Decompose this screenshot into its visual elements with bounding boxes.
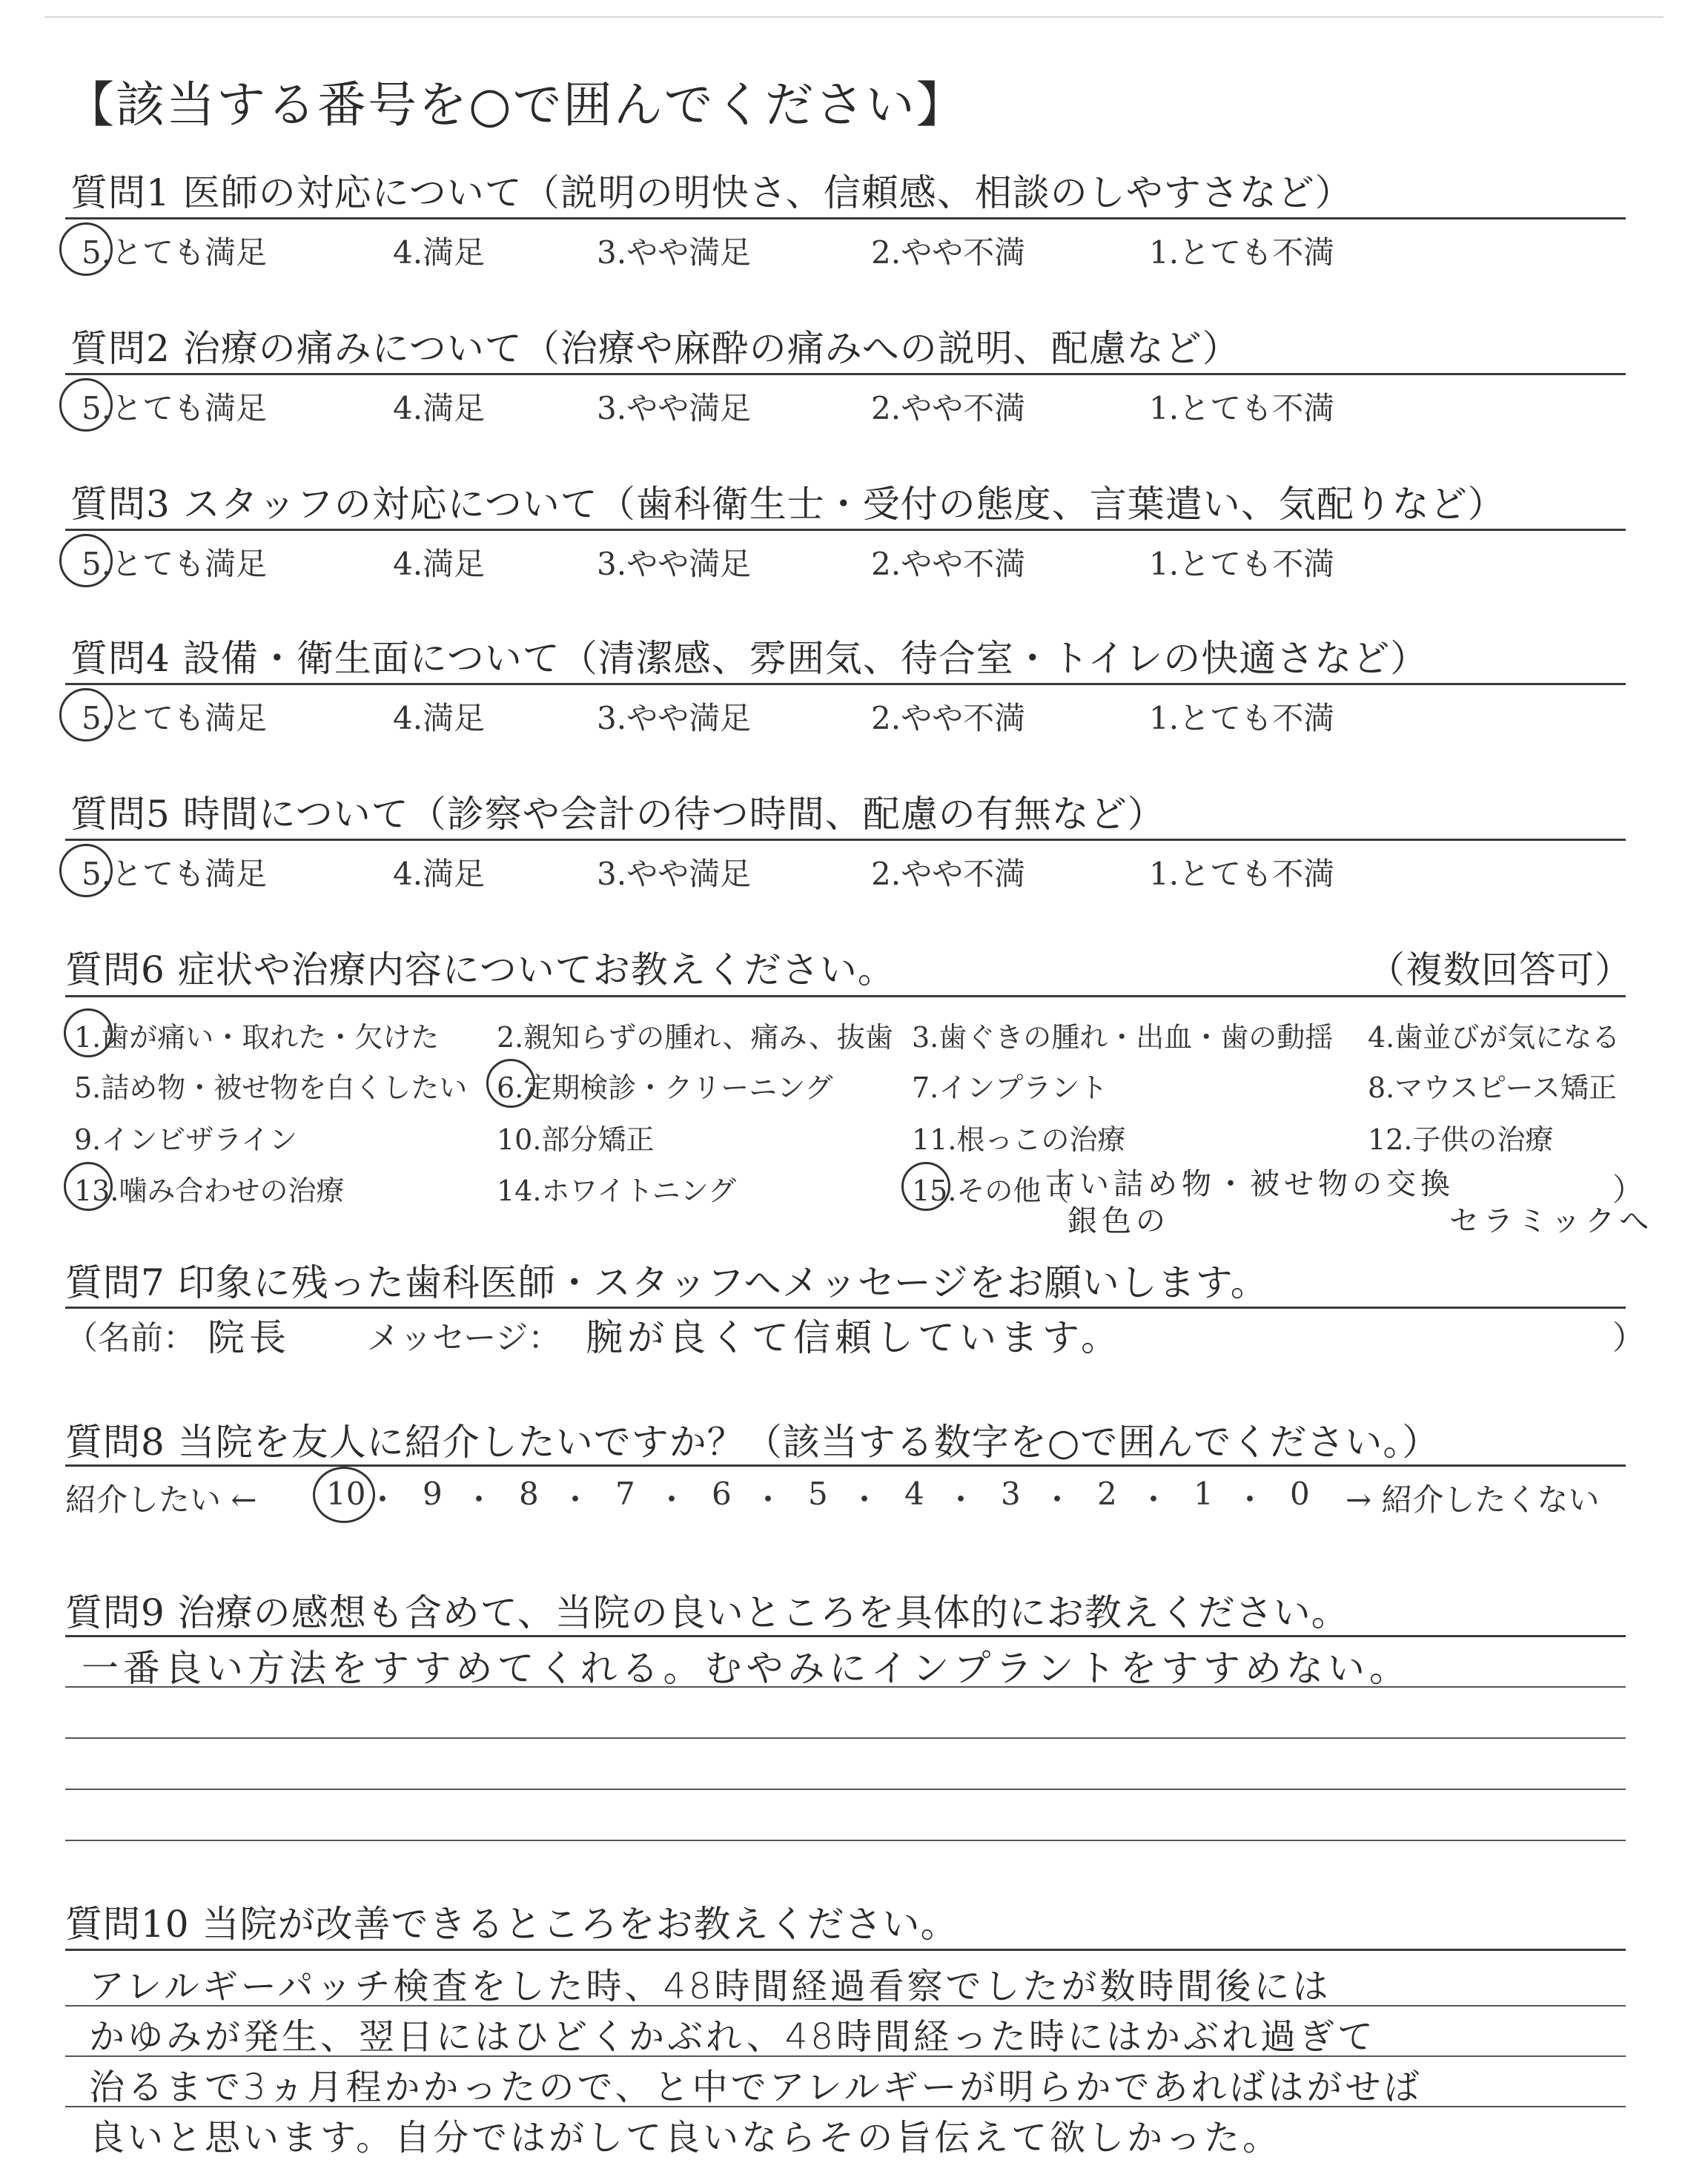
q8-separator: ・ — [752, 1482, 784, 1518]
q8-scale-4[interactable]: 4 — [904, 1476, 924, 1512]
q10-rule — [65, 1949, 1626, 1951]
q8-separator: ・ — [367, 1482, 399, 1518]
form-title: 【該当する番号を○で囲んでください】 — [65, 76, 967, 133]
q3-option-2[interactable]: 2.やや不満 — [871, 546, 1026, 582]
q1-option-5[interactable]: 5.とても満足 — [82, 234, 268, 271]
q8-separator: ・ — [849, 1482, 881, 1518]
q4-option-5[interactable]: 5.とても満足 — [82, 700, 268, 736]
q5-heading: 質問5 時間について（診察や会計の待つ時間、配慮の有無など） — [70, 793, 1165, 836]
q2-option-4[interactable]: 4.満足 — [393, 390, 486, 426]
q4-rule — [65, 683, 1626, 685]
q8-scale-9[interactable]: 9 — [423, 1476, 443, 1512]
q8-scale-10[interactable]: 10 — [326, 1476, 366, 1512]
q2-option-3[interactable]: 3.やや満足 — [597, 390, 752, 426]
q8-separator: ・ — [945, 1482, 977, 1518]
q6-option-2[interactable]: 2.親知らずの腫れ、痛み、抜歯 — [497, 1021, 893, 1054]
q6-option-13[interactable]: 13.噛み合わせの治療 — [74, 1175, 345, 1207]
q6-selected-circle-6 — [486, 1059, 535, 1108]
top-border — [44, 16, 1664, 18]
q5-option-5[interactable]: 5.とても満足 — [82, 856, 268, 892]
q8-separator: ・ — [1234, 1482, 1266, 1518]
q3-option-5[interactable]: 5.とても満足 — [82, 546, 268, 582]
q8-scale-3[interactable]: 3 — [1001, 1476, 1021, 1512]
q6-selected-circle-15 — [901, 1162, 950, 1211]
q6-option-8[interactable]: 8.マウスピース矯正 — [1368, 1071, 1617, 1104]
q8-scale-7[interactable]: 7 — [615, 1476, 635, 1512]
q10-answer-line-1[interactable]: アレルギーパッチ検査をした時、48時間経過看察でしたが数時間後には — [89, 1966, 1331, 2007]
q8-scale-1[interactable]: 1 — [1194, 1476, 1214, 1512]
q1-rule — [65, 217, 1626, 219]
q5-option-2[interactable]: 2.やや不満 — [871, 856, 1026, 892]
q6-option-1[interactable]: 1.歯が痛い・取れた・欠けた — [74, 1021, 440, 1054]
q9-line-2 — [65, 1737, 1626, 1739]
q6-option-12[interactable]: 12.子供の治療 — [1368, 1123, 1554, 1156]
q6-other-text-2: 銀色の — [1068, 1204, 1170, 1238]
q3-option-3[interactable]: 3.やや満足 — [597, 546, 752, 582]
q1-option-3[interactable]: 3.やや満足 — [597, 234, 752, 271]
q9-line-3 — [65, 1789, 1626, 1790]
q1-heading: 質問1 医師の対応について（説明の明快さ、信頼感、相談のしやすさなど） — [70, 171, 1353, 214]
q9-heading: 質問9 治療の感想も含めて、当院の良いところを具体的にお教えください。 — [65, 1591, 1349, 1634]
q6-rule — [65, 995, 1626, 997]
q3-option-1[interactable]: 1.とても不満 — [1149, 546, 1335, 582]
q8-heading: 質問8 当院を友人に紹介したいですか？（該当する数字を○で囲んでください。） — [65, 1421, 1440, 1464]
q1-option-1[interactable]: 1.とても不満 — [1149, 234, 1335, 271]
q2-selected-circle — [59, 378, 113, 432]
q8-rule — [65, 1464, 1626, 1467]
q6-note: （複数回答可） — [1368, 948, 1632, 991]
q5-rule — [65, 839, 1626, 841]
q9-rule — [65, 1635, 1626, 1637]
q4-selected-circle — [59, 688, 113, 742]
q8-scale-5[interactable]: 5 — [808, 1476, 828, 1512]
q4-option-1[interactable]: 1.とても不満 — [1149, 700, 1335, 736]
q8-separator: ・ — [1042, 1482, 1073, 1518]
q4-heading: 質問4 設備・衛生面について（清潔感、雰囲気、待合室・トイレの快適さなど） — [70, 637, 1429, 680]
q10-line-1 — [65, 2005, 1626, 2007]
q8-scale-8[interactable]: 8 — [519, 1476, 539, 1512]
q6-option-7[interactable]: 7.インプラント — [912, 1071, 1108, 1104]
q6-option-6[interactable]: 6.定期検診・クリーニング — [497, 1071, 833, 1104]
q3-option-4[interactable]: 4.満足 — [393, 546, 486, 582]
q2-option-5[interactable]: 5.とても満足 — [82, 390, 268, 426]
q6-other-text-1: 古い詰め物・被せ物の交換 — [1045, 1167, 1454, 1201]
q10-answer-line-2[interactable]: かゆみが発生、翌日にはひどくかぶれ、48時間経った時にはかぶれ過ぎて — [89, 2016, 1376, 2058]
q7-message-value[interactable]: 腕が良くて信頼しています。 — [586, 1316, 1122, 1359]
q6-selected-circle-13 — [64, 1162, 113, 1211]
q5-option-4[interactable]: 4.満足 — [393, 856, 486, 892]
q8-right-label: → 紹介したくない — [1345, 1482, 1600, 1518]
q10-heading: 質問10 当院が改善できるところをお教えください。 — [65, 1903, 959, 1946]
q3-selected-circle — [59, 534, 113, 587]
q6-heading: 質問6 症状や治療内容についてお教えください。 — [65, 948, 896, 991]
q1-option-4[interactable]: 4.満足 — [393, 234, 486, 271]
q8-scale-0[interactable]: 0 — [1290, 1476, 1310, 1512]
q6-option-4[interactable]: 4.歯並びが気になる — [1368, 1021, 1621, 1054]
q7-message-label: メッセージ： — [367, 1319, 561, 1357]
q4-option-3[interactable]: 3.やや満足 — [597, 700, 752, 736]
q6-option-10[interactable]: 10.部分矯正 — [497, 1123, 655, 1156]
q6-other-text-3: セラミックへ — [1449, 1204, 1654, 1238]
q3-rule — [65, 529, 1626, 531]
q8-left-label: 紹介したい ← — [65, 1482, 257, 1518]
q1-selected-circle — [59, 222, 113, 276]
q9-line-1 — [65, 1686, 1626, 1688]
q6-option-3[interactable]: 3.歯ぐきの腫れ・出血・歯の動揺 — [912, 1021, 1334, 1054]
q10-line-2 — [65, 2055, 1626, 2057]
q8-separator: ・ — [560, 1482, 592, 1518]
q10-line-3 — [65, 2106, 1626, 2107]
q8-separator: ・ — [463, 1482, 495, 1518]
q7-name-value[interactable]: 院長 — [208, 1316, 291, 1359]
q6-other-close: ） — [1612, 1172, 1644, 1208]
q9-answer[interactable]: 一番良い方法をすすめてくれる。むやみにインプラントをすすめない。 — [82, 1647, 1411, 1690]
q8-separator: ・ — [656, 1482, 688, 1518]
q8-selected-circle — [313, 1467, 375, 1523]
q8-separator: ・ — [1138, 1482, 1170, 1518]
q7-close: ） — [1612, 1319, 1645, 1357]
q6-option-15[interactable]: 15.その他（ — [912, 1175, 1070, 1207]
q8-scale-2[interactable]: 2 — [1097, 1476, 1117, 1512]
q7-heading: 質問7 印象に残った歯科医師・スタッフへメッセージをお願いします。 — [65, 1261, 1268, 1304]
q2-option-1[interactable]: 1.とても不満 — [1149, 390, 1335, 426]
q2-rule — [65, 373, 1626, 375]
q3-heading: 質問3 スタッフの対応について（歯科衛生士・受付の態度、言葉遣い、気配りなど） — [70, 483, 1506, 526]
q5-selected-circle — [59, 844, 113, 897]
q9-line-4 — [65, 1840, 1626, 1841]
q8-scale-6[interactable]: 6 — [712, 1476, 732, 1512]
q6-option-9[interactable]: 9.インビザライン — [74, 1123, 298, 1156]
q6-option-14[interactable]: 14.ホワイトニング — [497, 1175, 737, 1207]
q4-option-4[interactable]: 4.満足 — [393, 700, 486, 736]
q1-option-2[interactable]: 2.やや不満 — [871, 234, 1026, 271]
q10-answer-line-3[interactable]: 治るまで3ヵ月程かかったので、と中でアレルギーが明らかであればはがせば — [89, 2067, 1423, 2108]
q6-option-11[interactable]: 11.根っこの治療 — [912, 1123, 1126, 1156]
q10-answer-line-4[interactable]: 良いと思います。自分ではがして良いならその旨伝えて欲しかった。 — [89, 2117, 1282, 2159]
q5-option-1[interactable]: 1.とても不満 — [1149, 856, 1335, 892]
q7-name-label: （名前： — [65, 1319, 196, 1357]
q2-option-2[interactable]: 2.やや不満 — [871, 390, 1026, 426]
q4-option-2[interactable]: 2.やや不満 — [871, 700, 1026, 736]
q2-heading: 質問2 治療の痛みについて（治療や麻酔の痛みへの説明、配慮など） — [70, 327, 1240, 370]
q5-option-3[interactable]: 3.やや満足 — [597, 856, 752, 892]
q6-selected-circle-1 — [64, 1008, 113, 1057]
q6-option-5[interactable]: 5.詰め物・被せ物を白くしたい — [74, 1071, 468, 1104]
